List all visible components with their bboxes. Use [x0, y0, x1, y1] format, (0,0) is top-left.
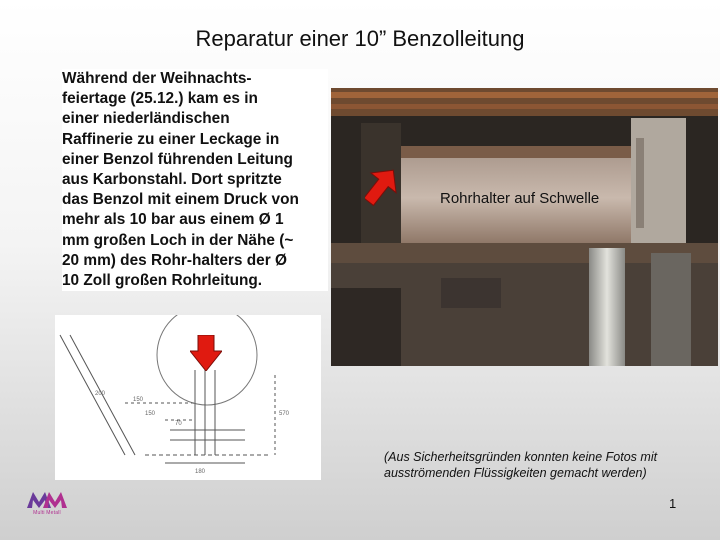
disclaimer-line: (Aus Sicherheitsgründen konnten keine Fotos mit [384, 450, 658, 464]
body-line: mm großen Loch in der Nähe (~ [62, 231, 294, 249]
photo-caption: Rohrhalter auf Schwelle [440, 190, 600, 207]
body-line: einer Benzol führenden Leitung [62, 150, 293, 168]
body-line: einer niederländischen [62, 110, 230, 128]
arrow-down-icon [190, 335, 222, 371]
dim-label: 150 [145, 411, 156, 417]
logo-text: Multi Metall [33, 510, 61, 516]
body-line: Während der Weihnachts- [62, 70, 252, 87]
dim-label: 150 [133, 397, 144, 403]
technical-drawing [55, 315, 321, 480]
dim-label: 180 [195, 469, 206, 475]
safety-disclaimer [384, 449, 704, 481]
arrow-up-icon [365, 166, 397, 206]
page-number: 1 [669, 496, 677, 511]
slide-title: Reparatur einer 10” Benzolleitung [195, 26, 525, 51]
company-logo [25, 490, 69, 518]
body-line: Raffinerie zu einer Leckage in [62, 130, 280, 148]
dim-label: 200 [95, 391, 106, 397]
dim-label: 70 [175, 421, 182, 427]
body-line: 10 Zoll großen Rohrleitung. [62, 272, 263, 290]
body-line: das Benzol mit einem Druck von [62, 191, 299, 209]
mm-logo-icon [25, 490, 69, 510]
body-line: 20 mm) des Rohr-halters der Ø [62, 251, 287, 269]
body-text [62, 69, 328, 291]
dim-label: 570 [279, 411, 290, 417]
body-line: aus Karbonstahl. Dort spritzte [62, 171, 282, 189]
pipe-support-photo [331, 88, 718, 366]
body-line: feiertage (25.12.) kam es in [62, 90, 258, 108]
disclaimer-line: ausströmenden Flüssigkeiten gemacht werden) [384, 466, 647, 480]
body-line: mehr als 10 bar aus einem Ø 1 [62, 211, 284, 229]
